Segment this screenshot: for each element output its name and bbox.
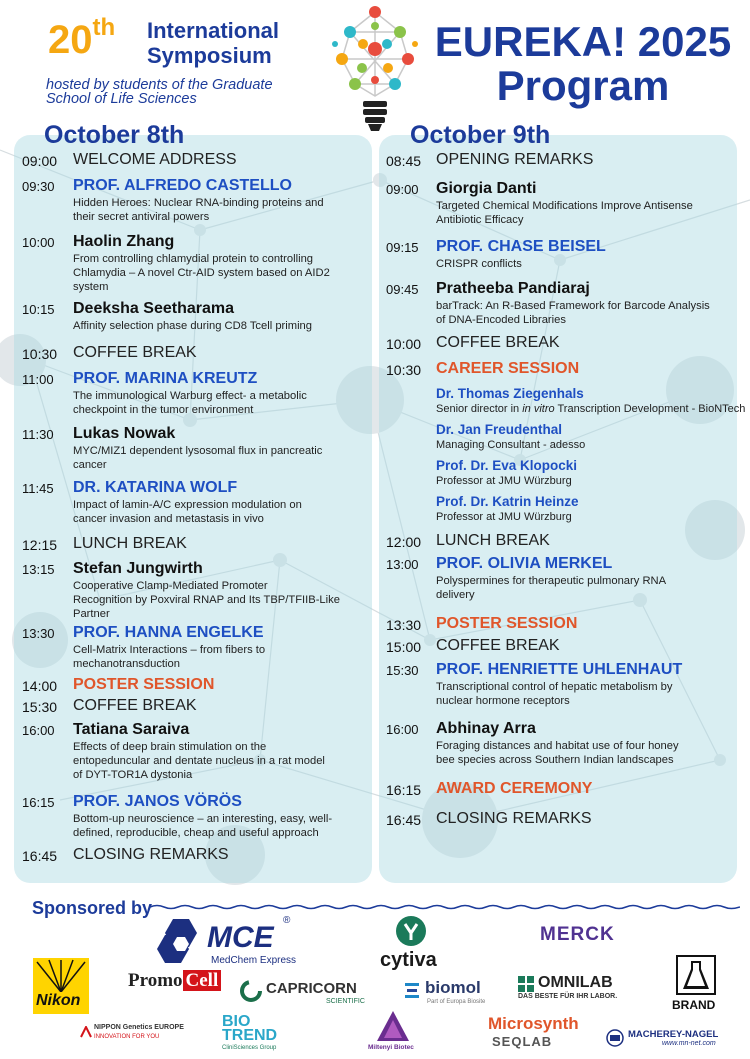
speaker-name: DR. KATARINA WOLF — [73, 479, 238, 496]
entry-time: 16:00 — [386, 722, 419, 737]
session-title: COFFEE BREAK — [436, 637, 560, 654]
speaker-name: Haolin Zhang — [73, 233, 175, 250]
entry-time: 13:15 — [22, 562, 55, 577]
event-title — [424, 20, 742, 108]
session-title: POSTER SESSION — [73, 676, 215, 693]
capricorn-wordmark: CAPRICORN — [266, 980, 357, 997]
session-title: WELCOME ADDRESS — [73, 151, 237, 168]
career-panelist-name: Dr. Thomas Ziegenhals — [436, 386, 584, 401]
mce-hexagon-icon — [155, 915, 207, 967]
speaker-name: Giorgia Danti — [436, 180, 537, 197]
omnilab-wordmark: OMNILAB — [538, 974, 613, 991]
capricorn-swirl-icon — [240, 980, 262, 1002]
entry-time: 13:30 — [22, 626, 55, 641]
entry-time: 11:30 — [22, 427, 54, 442]
biomol-wordmark: biomol — [425, 978, 481, 997]
entry-time: 16:00 — [22, 723, 55, 738]
speaker-name: Abhinay Arra — [436, 720, 536, 737]
mce-registered: ® — [283, 915, 291, 926]
session-title: CLOSING REMARKS — [73, 846, 229, 863]
talk-title-line: Affinity selection phase during CD8 Tcell priming — [73, 320, 312, 332]
career-panelist-name: Prof. Dr. Katrin Heinze — [436, 494, 579, 509]
talk-title-line: nuclear hormone receptors — [436, 695, 570, 707]
nippon-wordmark: NIPPON Genetics EUROPE — [94, 1024, 184, 1031]
career-panelist-role: Managing Consultant - adesso — [436, 439, 586, 451]
entry-time: 16:15 — [22, 795, 55, 810]
talk-title-line: Foraging distances and habitat use of four honey — [436, 740, 679, 752]
role-text: Transcription Development - BioNTech — [554, 403, 746, 415]
speaker-name: PROF. HANNA ENGELKE — [73, 624, 264, 641]
role-text: Senior director in — [436, 403, 523, 415]
biomol-logo — [405, 978, 495, 1008]
entry-time: 09:15 — [386, 240, 419, 255]
miltenyi-logo — [368, 1010, 418, 1058]
entry-time: 16:45 — [22, 848, 58, 864]
session-title: AWARD CEREMONY — [436, 780, 593, 797]
session-title: POSTER SESSION — [436, 615, 578, 632]
brand-wordmark: BRAND — [672, 998, 716, 1012]
session-title: CAREER SESSION — [436, 360, 580, 377]
day2-title: October 9th — [410, 121, 551, 149]
talk-title — [73, 579, 363, 621]
talk-title — [73, 643, 363, 671]
entry-time: 10:00 — [386, 336, 422, 352]
omnilab-logo — [518, 974, 628, 1004]
talk-title-line: MYC/MIZ1 dependent lysosomal flux in pancreatic — [73, 445, 323, 457]
promocell-word-a: Promo — [128, 970, 183, 991]
promocell-word-b: Cell — [183, 970, 222, 991]
header — [0, 0, 750, 125]
mce-logo — [155, 915, 315, 971]
session-title: COFFEE BREAK — [73, 697, 197, 714]
biomol-subtitle: Part of Europa Biosite — [427, 999, 486, 1005]
talk-title-line: Effects of deep brain stimulation on the — [73, 741, 267, 753]
talk-title-line: cancer — [73, 459, 107, 471]
talk-title-line: of DNA-Encoded Libraries — [436, 314, 566, 326]
talk-title-line: Polyspermines for therapeutic pulmonary RNA — [436, 575, 667, 587]
symposium-title — [147, 18, 279, 68]
career-panelist-name: Prof. Dr. Eva Klopocki — [436, 458, 578, 473]
talk-title — [73, 812, 363, 840]
biotrend-logo — [222, 1014, 302, 1056]
macherey-nagel-url: www.mn-net.com — [662, 1040, 716, 1047]
talk-title-line: From controlling chlamydial protein to controlling — [73, 253, 314, 265]
talk-title-line: mechanotransduction — [73, 658, 180, 670]
nippon-genetics-logo — [80, 1024, 210, 1046]
talk-title-line: cancer invasion and metastasis in vivo — [73, 513, 264, 525]
talk-title-line: system — [73, 281, 109, 293]
talk-title-line: delivery — [436, 589, 475, 601]
sponsors-heading: Sponsored by — [32, 898, 153, 918]
entry-time: 13:00 — [386, 557, 419, 572]
macherey-nagel-logo — [606, 1028, 746, 1052]
edition-suffix: th — [92, 14, 116, 41]
entry-time: 11:00 — [22, 372, 54, 387]
career-panelist-role — [436, 403, 745, 415]
talk-title-line: of DYT-TOR1A dystonia — [73, 769, 193, 781]
talk-title-line: CRISPR conflicts — [436, 258, 522, 270]
nikon-rays-icon — [33, 958, 89, 992]
talk-title — [73, 389, 363, 417]
talk-title-line: Chlamydia – A novel Ctr-AID system based on AID2 — [73, 267, 330, 279]
talk-title — [73, 252, 363, 294]
capricorn-subtitle: SCIENTIFIC — [326, 998, 365, 1005]
speaker-name: PROF. OLIVIA MERKEL — [436, 555, 613, 572]
talk-title — [436, 199, 736, 227]
talk-title-line: Cell-Matrix Interactions – from fibers to — [73, 644, 266, 656]
talk-title — [436, 574, 736, 602]
macherey-nagel-badge-icon — [606, 1029, 624, 1047]
role-italic-text: in vitro — [522, 403, 555, 415]
talk-title — [73, 319, 363, 333]
seqlab-wordmark: SEQLAB — [492, 1034, 553, 1049]
entry-time: 09:30 — [22, 179, 55, 194]
talk-title-line: Antibiotic Efficacy — [436, 214, 524, 226]
entry-time: 09:45 — [386, 282, 419, 297]
speaker-name: Deeksha Seetharama — [73, 300, 234, 317]
entry-time: 13:30 — [386, 617, 422, 633]
entry-time: 09:00 — [386, 182, 419, 197]
talk-title-line: bee species across Southern Indian landscapes — [436, 754, 674, 766]
hosted-by — [46, 78, 273, 106]
entry-time: 10:30 — [22, 346, 58, 362]
event-title-line2: Program — [496, 62, 670, 109]
biotrend-subtitle: CliniSciences Group — [222, 1045, 277, 1051]
nikon-wordmark: Nikon — [36, 992, 81, 1009]
talk-title-line: checkpoint in the tumor environment — [73, 404, 254, 416]
cytiva-wordmark: cytiva — [380, 949, 437, 971]
cytiva-logo — [380, 915, 442, 973]
capricorn-logo — [240, 978, 370, 1008]
symposium-line2: Symposium — [147, 43, 272, 68]
session-title: COFFEE BREAK — [436, 334, 560, 351]
speaker-name: Stefan Jungwirth — [73, 560, 203, 577]
talk-title-line: Bottom-up neuroscience – an interesting, easy, well- — [73, 813, 333, 825]
talk-title-line: Recognition by Poxviral RNAP and Its TBP/TFIIB-Like — [73, 594, 340, 606]
speaker-name: Lukas Nowak — [73, 425, 176, 442]
mce-subtitle: MedChem Express — [211, 955, 297, 966]
biotrend-word-a: BIO — [222, 1013, 251, 1030]
speaker-name: PROF. MARINA KREUTZ — [73, 370, 258, 387]
talk-title — [73, 498, 363, 526]
promocell-logo — [128, 970, 232, 1002]
talk-title-line: Partner — [73, 608, 110, 620]
talk-title-line: entopeduncular and dentate nucleus in a rat model — [73, 755, 325, 767]
talk-title-line: Cooperative Clamp-Mediated Promoter — [73, 580, 268, 592]
symposium-line1: International — [147, 18, 280, 43]
speaker-name: PROF. ALFREDO CASTELLO — [73, 177, 292, 194]
brand-flask-icon — [676, 955, 716, 995]
talk-title — [436, 257, 736, 271]
speaker-name: PROF. HENRIETTE UHLENHAUT — [436, 661, 683, 678]
entry-time: 12:15 — [22, 537, 58, 553]
talk-title — [436, 680, 736, 708]
sponsor-divider — [150, 904, 740, 910]
mce-wordmark: MCE — [207, 921, 274, 954]
talk-title — [436, 299, 736, 327]
speaker-name: Pratheeba Pandiaraj — [436, 280, 590, 297]
career-panelist-role: Professor at JMU Würzburg — [436, 511, 572, 523]
entry-time: 09:00 — [22, 153, 58, 169]
talk-title-line: Impact of lamin-A/C expression modulation on — [73, 499, 302, 511]
lightbulb-network-icon — [330, 4, 420, 136]
nippon-subtitle: INNOVATION FOR YOU — [94, 1034, 160, 1040]
entry-time: 14:00 — [22, 678, 58, 694]
hosted-line1: hosted by students of the Graduate — [46, 77, 273, 93]
talk-title-line: Hidden Heroes: Nuclear RNA-binding proteins and — [73, 197, 324, 209]
miltenyi-wordmark: Miltenyi Biotec — [368, 1044, 414, 1051]
talk-title-line: defined, reproducible, cheap and useful approach — [73, 827, 319, 839]
entry-time: 15:00 — [386, 639, 422, 655]
nippon-mark-icon — [80, 1026, 92, 1038]
omnilab-subtitle: DAS BESTE FÜR IHR LABOR. — [518, 993, 618, 1000]
entry-time: 15:30 — [22, 699, 58, 715]
talk-title — [73, 740, 363, 782]
session-title: LUNCH BREAK — [436, 532, 550, 549]
session-title: LUNCH BREAK — [73, 535, 187, 552]
session-title: OPENING REMARKS — [436, 151, 594, 168]
edition-number: 20th — [48, 14, 116, 62]
talk-title — [73, 444, 363, 472]
entry-time: 10:30 — [386, 362, 422, 378]
hosted-line2: School of Life Sciences — [46, 91, 197, 107]
entry-time: 16:45 — [386, 812, 422, 828]
microsynth-wordmark: Microsynth — [488, 1014, 579, 1033]
talk-title — [73, 196, 363, 224]
entry-time: 15:30 — [386, 663, 419, 678]
nikon-logo — [33, 958, 89, 1014]
entry-time: 10:00 — [22, 235, 55, 250]
talk-title-line: barTrack: An R-Based Framework for Barcode Analysis — [436, 300, 710, 312]
day1-title: October 8th — [44, 121, 185, 149]
biotrend-word-b: TREND — [222, 1027, 278, 1044]
entry-time: 16:15 — [386, 782, 422, 798]
talk-title — [436, 739, 736, 767]
entry-time: 12:00 — [386, 534, 422, 550]
career-panelist-role: Professor at JMU Würzburg — [436, 475, 572, 487]
biomol-bars-icon — [405, 981, 419, 999]
macherey-nagel-wordmark: MACHEREY-NAGEL — [628, 1029, 719, 1040]
entry-time: 11:45 — [22, 481, 54, 496]
merck-logo: MERCK — [540, 924, 615, 945]
omnilab-grid-icon — [518, 976, 534, 992]
entry-time: 10:15 — [22, 302, 55, 317]
session-title: COFFEE BREAK — [73, 344, 197, 361]
talk-title-line: their secret antiviral powers — [73, 211, 210, 223]
talk-title-line: The immunological Warburg effect- a metabolic — [73, 390, 307, 402]
cytiva-emblem-icon — [395, 915, 427, 947]
career-panelist-name: Dr. Jan Freudenthal — [436, 422, 563, 437]
event-title-line1: EUREKA! 2025 — [434, 18, 732, 65]
brand-logo — [668, 955, 724, 1013]
talk-title-line: Transcriptional control of hepatic metabolism by — [436, 681, 673, 693]
talk-title-line: Targeted Chemical Modifications Improve Antisense — [436, 200, 693, 212]
microsynth-logo — [488, 1014, 588, 1054]
speaker-name: PROF. JANOS VÖRÖS — [73, 793, 242, 810]
entry-time: 08:45 — [386, 153, 422, 169]
speaker-name: Tatiana Saraiva — [73, 721, 190, 738]
session-title: CLOSING REMARKS — [436, 810, 592, 827]
miltenyi-triangle-icon — [376, 1010, 410, 1042]
speaker-name: PROF. CHASE BEISEL — [436, 238, 606, 255]
